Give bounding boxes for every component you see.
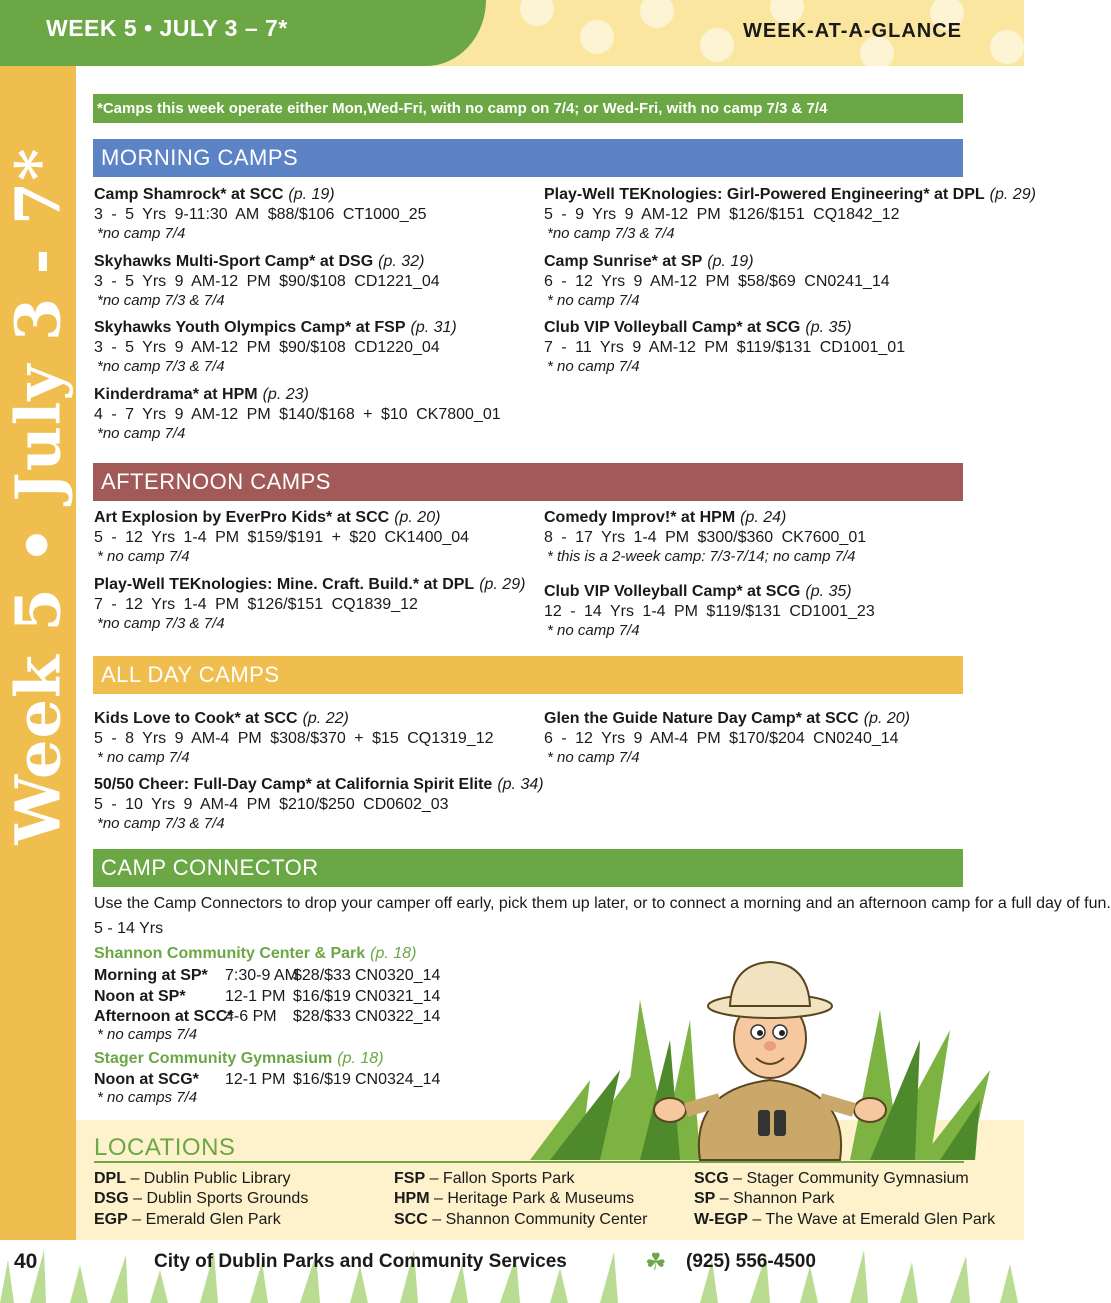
connector-price: $16/$19 bbox=[293, 1071, 351, 1088]
afternoon-camps-header: AFTERNOON CAMPS bbox=[93, 463, 963, 501]
camp-details: 7 - 11 Yrs 9 AM-12 PM $119/$131 CD1001_01 bbox=[544, 339, 906, 356]
connector-code: CN0324_14 bbox=[355, 1071, 441, 1088]
shamrock-icon: ☘ bbox=[645, 1249, 667, 1276]
connector-name: Afternoon at SCC* bbox=[94, 1008, 234, 1025]
camp-note: * no camp 7/4 bbox=[97, 749, 190, 766]
camp-listing[interactable] bbox=[94, 318, 534, 376]
connector-note: * no camps 7/4 bbox=[97, 1026, 198, 1043]
camp-details: 3 - 5 Yrs 9 AM-12 PM $90/$108 CD1220_04 bbox=[94, 339, 440, 356]
location-entry: W-EGP – The Wave at Emerald Glen Park bbox=[694, 1211, 996, 1228]
camp-details: 6 - 12 Yrs 9 AM-12 PM $58/$69 CN0241_14 bbox=[544, 273, 890, 290]
camp-listing[interactable] bbox=[94, 385, 534, 443]
camp-details: 4 - 7 Yrs 9 AM-12 PM $140/$168 + $10 CK7800_01 bbox=[94, 406, 501, 423]
connector-code: CN0321_14 bbox=[355, 988, 441, 1005]
camp-note: * no camp 7/4 bbox=[97, 548, 190, 565]
camp-listing[interactable] bbox=[544, 582, 984, 640]
camp-listing[interactable] bbox=[544, 508, 984, 566]
camp-listing[interactable] bbox=[544, 318, 984, 376]
camp-note: *no camp 7/4 bbox=[97, 225, 186, 242]
camp-listing[interactable] bbox=[94, 775, 544, 833]
camp-note: *no camp 7/3 & 7/4 bbox=[97, 615, 225, 632]
camp-details: 6 - 12 Yrs 9 AM-4 PM $170/$204 CN0240_14 bbox=[544, 730, 899, 747]
location-entry: SCC – Shannon Community Center bbox=[394, 1211, 648, 1228]
week-at-a-glance-label: WEEK-AT-A-GLANCE bbox=[743, 20, 962, 42]
connector-name: Morning at SP* bbox=[94, 967, 208, 984]
camp-title: Comedy Improv!* at HPM bbox=[544, 509, 736, 526]
week-tab bbox=[0, 0, 486, 66]
camp-listing[interactable] bbox=[94, 508, 534, 566]
camp-note: *no camp 7/3 & 7/4 bbox=[97, 292, 225, 309]
venue-page-ref: (p. 18) bbox=[370, 945, 417, 962]
camp-listing[interactable] bbox=[94, 252, 534, 310]
connector-note: * no camps 7/4 bbox=[97, 1089, 198, 1106]
camp-page-ref: (p. 34) bbox=[497, 776, 544, 793]
venue-heading bbox=[94, 944, 416, 964]
organization-name: City of Dublin Parks and Community Services bbox=[154, 1251, 567, 1272]
camp-note: *no camp 7/3 & 7/4 bbox=[97, 358, 225, 375]
camp-page-ref: (p. 35) bbox=[805, 583, 852, 600]
camp-page-ref: (p. 23) bbox=[262, 386, 309, 403]
camp-details: 5 - 12 Yrs 1-4 PM $159/$191 + $20 CK1400_04 bbox=[94, 529, 470, 546]
camp-listing[interactable] bbox=[544, 252, 984, 310]
camp-title: Play-Well TEKnologies: Mine. Craft. Build.* at DPL bbox=[94, 576, 475, 593]
connector-time: 7:30-9 AM bbox=[225, 967, 298, 984]
camp-details: 8 - 17 Yrs 1-4 PM $300/$360 CK7600_01 bbox=[544, 529, 867, 546]
camp-page-ref: (p. 20) bbox=[394, 509, 441, 526]
camp-page-ref: (p. 24) bbox=[740, 509, 787, 526]
location-entry: DSG – Dublin Sports Grounds bbox=[94, 1190, 309, 1207]
camp-page-ref: (p. 32) bbox=[378, 253, 425, 270]
camp-title: Camp Shamrock* at SCC bbox=[94, 186, 284, 203]
connector-time: 4-6 PM bbox=[225, 1008, 277, 1025]
location-entry: SCG – Stager Community Gymnasium bbox=[694, 1170, 969, 1187]
camp-page-ref: (p. 22) bbox=[302, 710, 349, 727]
week-label: WEEK 5 • JULY 3 – 7* bbox=[46, 15, 288, 41]
connector-name: Noon at SP* bbox=[94, 988, 186, 1005]
location-entry: EGP – Emerald Glen Park bbox=[94, 1211, 281, 1228]
location-entry: DPL – Dublin Public Library bbox=[94, 1170, 291, 1187]
camp-listing[interactable] bbox=[544, 709, 984, 767]
connector-ages: 5 - 14 Yrs bbox=[94, 920, 164, 937]
camp-listing[interactable] bbox=[94, 185, 534, 243]
connector-name: Noon at SCG* bbox=[94, 1071, 199, 1088]
connector-price: $28/$33 bbox=[293, 967, 351, 984]
camp-title: Camp Sunrise* at SP bbox=[544, 253, 703, 270]
venue-name: Shannon Community Center & Park bbox=[94, 945, 366, 962]
connector-description: Use the Camp Connectors to drop your camper off early, pick them up later, or to connect a morning and an afternoon camp for a full day of fun. bbox=[94, 895, 1111, 912]
rail-week-text: Week 5 • July 3 - 7* bbox=[1, 147, 75, 845]
connector-price: $16/$19 bbox=[293, 988, 351, 1005]
phone-number: (925) 556-4500 bbox=[686, 1251, 816, 1272]
camp-page-ref: (p. 31) bbox=[410, 319, 457, 336]
camp-title: Skyhawks Multi-Sport Camp* at DSG bbox=[94, 253, 374, 270]
camp-title: 50/50 Cheer: Full-Day Camp* at California Spirit Elite bbox=[94, 776, 493, 793]
camp-listing[interactable] bbox=[544, 185, 1036, 243]
camp-note: *no camp 7/3 & 7/4 bbox=[97, 815, 225, 832]
venue-page-ref: (p. 18) bbox=[337, 1050, 384, 1067]
side-rail bbox=[0, 66, 76, 1240]
camp-note: * no camp 7/4 bbox=[547, 749, 640, 766]
venue-name: Stager Community Gymnasium bbox=[94, 1050, 333, 1067]
camp-connector-header: CAMP CONNECTOR bbox=[93, 849, 963, 887]
camp-details: 5 - 9 Yrs 9 AM-12 PM $126/$151 CQ1842_12 bbox=[544, 206, 900, 223]
camp-note: * no camp 7/4 bbox=[547, 622, 640, 639]
connector-code: CN0322_14 bbox=[355, 1008, 441, 1025]
camp-title: Kids Love to Cook* at SCC bbox=[94, 710, 298, 727]
camp-details: 7 - 12 Yrs 1-4 PM $126/$151 CQ1839_12 bbox=[94, 596, 418, 613]
connector-price: $28/$33 bbox=[293, 1008, 351, 1025]
camp-page-ref: (p. 29) bbox=[989, 186, 1036, 203]
camp-details: 5 - 10 Yrs 9 AM-4 PM $210/$250 CD0602_03 bbox=[94, 796, 449, 813]
location-entry: HPM – Heritage Park & Museums bbox=[394, 1190, 635, 1207]
schedule-notice: *Camps this week operate either Mon,Wed-Fri, with no camp on 7/4; or Wed-Fri, with no camp 7/3 & 7/4 bbox=[93, 94, 963, 123]
camp-details: 5 - 8 Yrs 9 AM-4 PM $308/$370 + $15 CQ1319_12 bbox=[94, 730, 494, 747]
camp-title: Glen the Guide Nature Day Camp* at SCC bbox=[544, 710, 859, 727]
camp-details: 3 - 5 Yrs 9 AM-12 PM $90/$108 CD1221_04 bbox=[94, 273, 440, 290]
camp-listing[interactable] bbox=[94, 709, 534, 767]
camp-page-ref: (p. 29) bbox=[479, 576, 526, 593]
connector-code: CN0320_14 bbox=[355, 967, 441, 984]
venue-heading bbox=[94, 1049, 384, 1069]
page-header bbox=[0, 0, 1024, 66]
explorer-mascot-illustration bbox=[520, 960, 990, 1162]
camp-note: * this is a 2-week camp: 7/3-7/14; no camp 7/4 bbox=[547, 548, 856, 565]
camp-page-ref: (p. 20) bbox=[863, 710, 910, 727]
camp-note: *no camp 7/4 bbox=[97, 425, 186, 442]
camp-note: * no camp 7/4 bbox=[547, 358, 640, 375]
location-entry: FSP – Fallon Sports Park bbox=[394, 1170, 575, 1187]
camp-page-ref: (p. 35) bbox=[805, 319, 852, 336]
connector-time: 12-1 PM bbox=[225, 1071, 286, 1088]
location-entry: SP – Shannon Park bbox=[694, 1190, 835, 1207]
camp-title: Skyhawks Youth Olympics Camp* at FSP bbox=[94, 319, 406, 336]
camp-details: 3 - 5 Yrs 9-11:30 AM $88/$106 CT1000_25 bbox=[94, 206, 427, 223]
camp-listing[interactable] bbox=[94, 575, 534, 633]
camp-details: 12 - 14 Yrs 1-4 PM $119/$131 CD1001_23 bbox=[544, 603, 875, 620]
connector-time: 12-1 PM bbox=[225, 988, 286, 1005]
camp-title: Art Explosion by EverPro Kids* at SCC bbox=[94, 509, 390, 526]
camp-title: Play-Well TEKnologies: Girl-Powered Engineering* at DPL bbox=[544, 186, 985, 203]
camp-page-ref: (p. 19) bbox=[288, 186, 335, 203]
page-footer bbox=[0, 1240, 1024, 1303]
camp-note: * no camp 7/4 bbox=[547, 292, 640, 309]
all-day-camps-header: ALL DAY CAMPS bbox=[93, 656, 963, 694]
morning-camps-header: MORNING CAMPS bbox=[93, 139, 963, 177]
camp-page-ref: (p. 19) bbox=[707, 253, 754, 270]
locations-header: LOCATIONS bbox=[94, 1134, 236, 1161]
camp-note: *no camp 7/3 & 7/4 bbox=[547, 225, 675, 242]
page-number: 40 bbox=[14, 1250, 38, 1273]
camp-title: Club VIP Volleyball Camp* at SCG bbox=[544, 319, 801, 336]
locations-divider bbox=[94, 1161, 964, 1163]
camp-title: Kinderdrama* at HPM bbox=[94, 386, 258, 403]
camp-title: Club VIP Volleyball Camp* at SCG bbox=[544, 583, 801, 600]
